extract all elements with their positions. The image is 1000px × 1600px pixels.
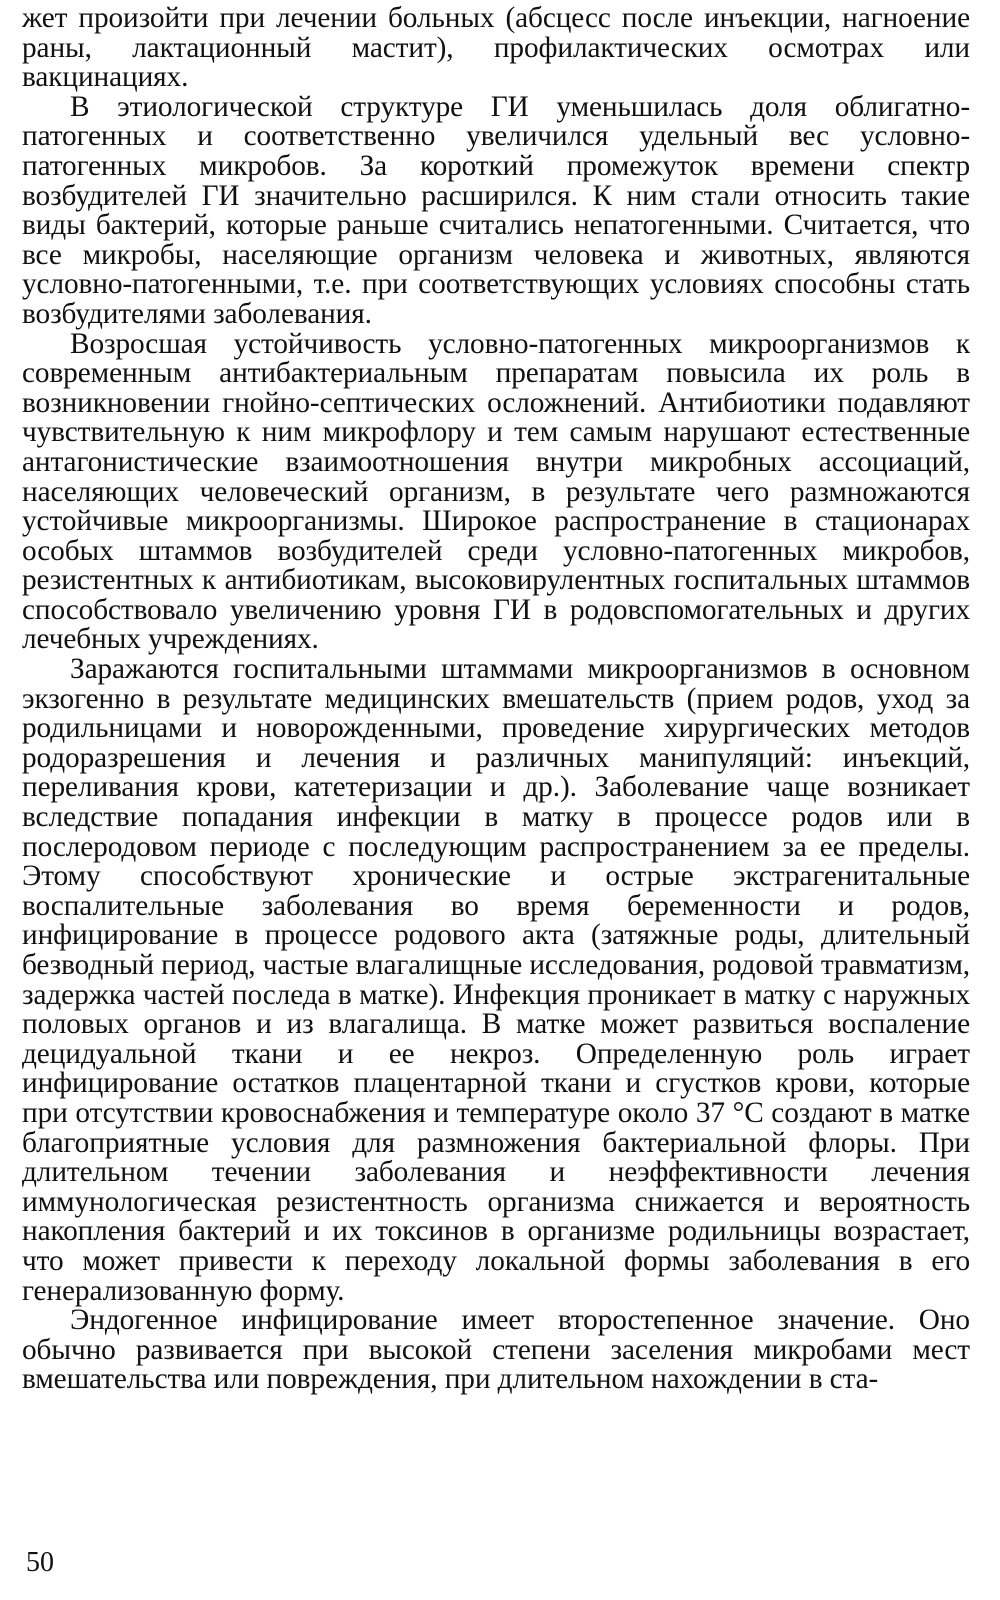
page-number: 50 <box>26 1547 54 1578</box>
paragraph-continuation: жет произойти при лечении больных (абсцесс после инъекции, нагноение раны, лактационный мастит), профилактических осмотрах или вакцинациях. <box>22 2 970 94</box>
paragraph-endogenous: Эндогенное инфицирование имеет второстепенное значение. Оно обычно развивается при высокой степени заселения микробами мест вмешательства или повреждения, при длительном нахождении в ста- <box>22 1304 970 1396</box>
document-page <box>22 4 970 1395</box>
paragraph-etiology: В этиологической структуре ГИ уменьшилась доля облигатно-патогенных и соответственно увеличился удельный вес условно-патогенных микробов. За короткий промежуток времени спектр возбудителей ГИ значительно расширился. К ним стали относить такие виды бактерий, которые раньше считались непатогенными. Считается, что все микробы, населяющие организм человека и животных, являются условно-патогенными, т.е. при соответствующих условиях способны стать возбудителями заболевания. <box>22 90 970 330</box>
paragraph-infection-routes: Заражаются госпитальными штаммами микроорганизмов в основном экзогенно в результате медицинских вмешательств (прием родов, уход за родильницами и новорожденными, проведение хирургических методов родоразрешения и лечения и различных манипуляций: инъекций, переливания крови, катетеризации и др.). Заболевание чаще возникает вследствие попадания инфекции в матку в процессе родов или в послеродовом периоде с последующим распространением за ее пределы. Этому способствуют хронические и острые экстрагенитальные воспалительные заболевания во время беременности и родов, инфицирование в процессе родового акта (затяжные роды, длительный безводный период, частые влагалищные исследования, родовой травматизм, задержка частей последа в матке). Инфекция проникает в матку с наружных половых органов и из влагалища. В матке может развиться воспаление децидуальной ткани и ее некроз. Определенную роль играет инфицирование остатков плацентарной ткани и сгустков крови, которые при отсутствии кровоснабжения и температуре около 37 °С создают в матке благоприятные условия для размножения бактериальной флоры. При длительном течении заболевания и неэффективности лечения иммунологическая резистентность организма снижается и вероятность накопления бактерий и их токсинов в организме родильницы возрастает, что может привести к переходу локальной формы заболевания в его генерализованную форму. <box>22 653 970 1307</box>
paragraph-resistance: Возросшая устойчивость условно-патогенных микроорганизмов к современным антибактериальным препаратам повысила их роль в возникновении гнойно-септических осложнений. Антибиотики подавляют чувствительную к ним микрофлору и тем самым нарушают естественные антагонистические взаимоотношения внутри микробных ассоциаций, населяющих человеческий организм, в результате чего размножаются устойчивые микроорганизмы. Широкое распространение в стационарах особых штаммов возбудителей среди условно-патогенных микробов, резистентных к антибиотикам, высоковирулентных госпитальных штаммов способствовало увеличению уровня ГИ в родовспомогательных и других лечебных учреждениях. <box>22 327 970 656</box>
